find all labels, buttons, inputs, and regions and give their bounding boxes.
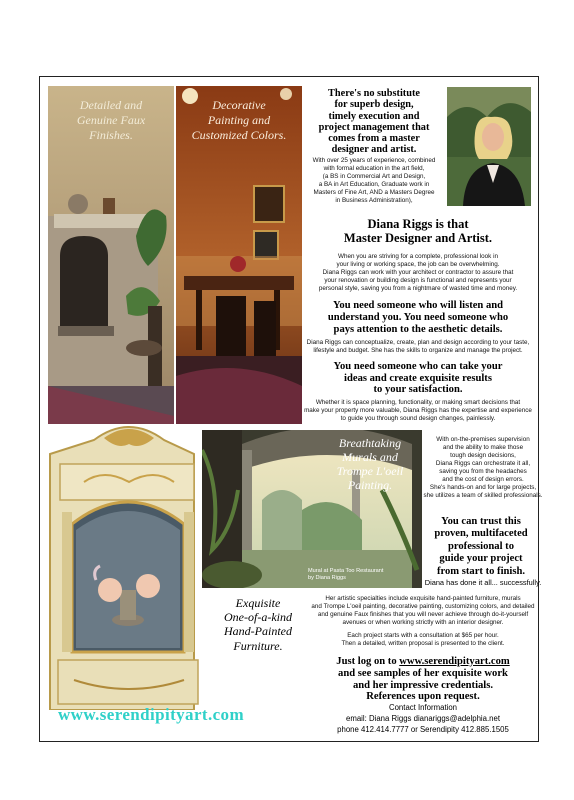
ideas-headline: You need someone who can take your ideas and create exquisite results to your satisfaction.	[333, 361, 503, 396]
decorative-painting-photo	[176, 86, 302, 424]
cta-block	[310, 656, 536, 703]
cta-rest: and see samples of her exquisite work and her impressive credentials. References upon request.	[338, 667, 508, 703]
faux-finish-caption: Detailed and Genuine Faux Finishes.	[76, 98, 146, 142]
supervision-body: With on-the-premises supervision and the ability to make those tough design decisions, Diana Riggs can orchestrate it all, saving you from the headaches and the cost of design errors. She's hands-on and for large projects, she utilizes a team of skilled professionals.	[423, 436, 543, 499]
portrait-photo	[447, 87, 531, 206]
mural-photo	[202, 430, 422, 588]
ideas-body: Whether it is space planning, functionality, or making smart decisions that make your property more valuable, Diana Riggs has the expertise and experience to guide you through sound design changes, painlessly.	[304, 399, 532, 422]
master-body: When you are striving for a complete, professional look in your living or working space, the job can be overwhelming. Diana Riggs can work with your architect or contractor to assure that your renovation or building design is functional and represents your personal style, saving you from a nightmare of wasted time and money.	[318, 253, 518, 292]
intro-headline: There's no substitute for superb design, timely execution and project management that comes from a master designer and artist.	[318, 88, 430, 156]
contact-heading: Contact Information	[388, 703, 458, 712]
cta-prefix: Just log on to	[336, 656, 400, 667]
murals-caption: Breathtaking Murals and Trompe L'oeil Painting.	[336, 436, 404, 492]
contact-email[interactable]: email: Diana Riggs dianariggs@adelphia.net	[346, 714, 500, 723]
decorative-painting-caption: Decorative Painting and Customized Colors.	[191, 98, 287, 142]
cabinet-illustration	[44, 420, 214, 710]
cta-website-link[interactable]: www.serendipityart.com	[399, 656, 510, 667]
listen-headline: You need someone who will listen and understand you. You need someone who pays attention to the aesthetic details.	[327, 300, 509, 335]
contact-phone: phone 412.414.7777 or Serendipity 412.885.1505	[337, 725, 509, 734]
furniture-caption: Exquisite One-of-a-kind Hand-Painted Furniture.	[224, 596, 292, 653]
specialties-body: Her artistic specialties include exquisite hand-painted furniture, murals and Trompe L'oeil painting, decorative painting, customizing colors, and detailed and genuine Faux finishes that you will never achieve through do-it-yourself avenues or when working strictly with an interior designer.	[311, 595, 535, 626]
listen-body: Diana Riggs can conceptualize, create, plan and design according to your taste, lifestyle and budget. She has the skills to organize and manage the project.	[306, 339, 530, 354]
trust-headline: You can trust this proven, multifaceted professional to guide your project from start to finish.	[434, 516, 528, 577]
master-headline: Diana Riggs is that Master Designer and Artist.	[343, 217, 493, 245]
mural-credit: Mural at Pasta Too Restaurant by Diana Riggs	[308, 568, 384, 581]
consultation-body: Each project starts with a consultation at $65 per hour. Then a detailed, written proposal is presented to the client.	[341, 632, 505, 647]
faux-finish-photo	[48, 86, 174, 424]
portrait-illustration	[447, 87, 531, 206]
trust-tagline: Diana has done it all... successfully.	[424, 578, 542, 587]
furniture-photo	[44, 420, 214, 710]
footer-website-link[interactable]: www.serendipityart.com	[58, 705, 245, 724]
intro-body: With over 25 years of experience, combined with formal education in the art field, (a BS in Commercial Art and Design, a BA in Art Education, Graduate work in Masters of Fine Art, AND a Masters Degree in Business Administration),	[312, 157, 436, 204]
